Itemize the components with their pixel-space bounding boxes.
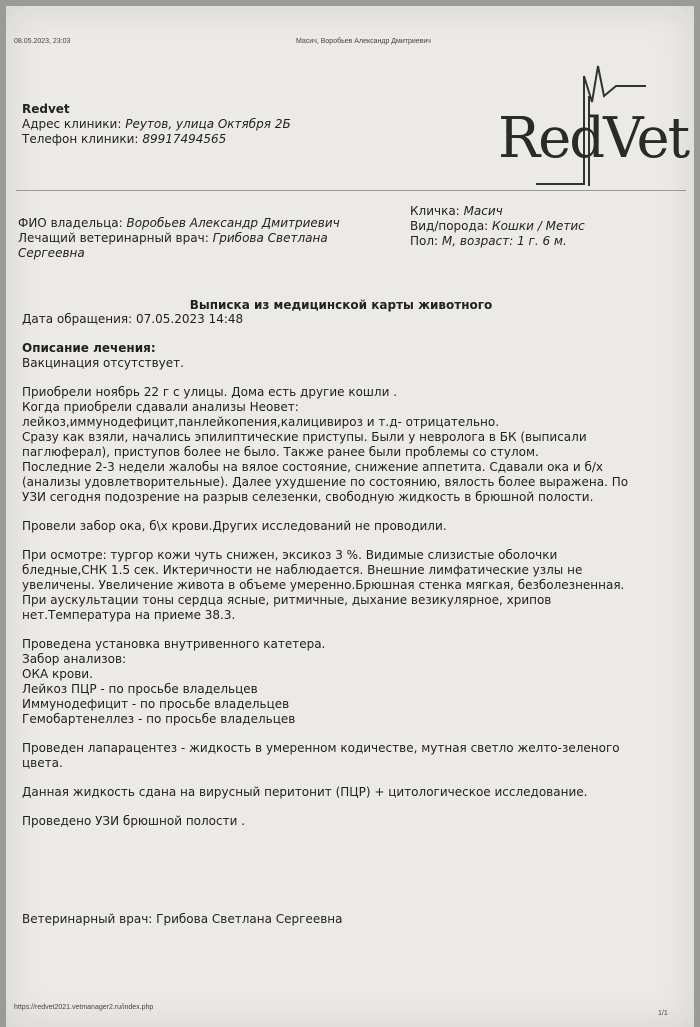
clinic-phone xyxy=(22,132,291,147)
redvet-logo xyxy=(476,56,689,196)
paragraph-gap xyxy=(22,771,677,785)
pet-name-label: Кличка: xyxy=(410,204,460,218)
paragraph-gap xyxy=(22,371,677,385)
clinic-address xyxy=(22,117,291,132)
text-line: Приобрели ноябрь 22 г с улицы. Дома есть другие кошли . xyxy=(22,385,398,399)
text-line: Провели забор ока, б\х крови.Других исследований не проводили. xyxy=(22,519,447,533)
text-line: При осмотре: тургор кожи чуть снижен, эксикоз 3 %. Видимые слизистые оболочки xyxy=(22,548,558,562)
text-line: ОКА крови. xyxy=(22,667,93,681)
treatment-description xyxy=(22,356,677,829)
print-date: 08.05.2023, 23:03 xyxy=(14,38,71,45)
pet-name-row xyxy=(410,204,585,219)
text-line: цвета. xyxy=(22,756,63,770)
pet-name: Масич xyxy=(463,204,503,218)
owner-info xyxy=(18,216,388,261)
text-line: Иммунодефицит - по просьбе владельцев xyxy=(22,697,290,711)
visit-date-value: 07.05.2023 14:48 xyxy=(136,312,244,326)
document-body xyxy=(22,312,677,829)
pet-species-label: Вид/порода: xyxy=(410,219,489,233)
visit-date xyxy=(22,312,677,327)
doctor-name: Грибова Светлана Сергеевна xyxy=(18,231,328,260)
doctor-label: Лечащий ветеринарный врач: xyxy=(18,231,209,245)
text-line: нет.Температура на приеме 38.3. xyxy=(22,608,236,622)
clinic-info xyxy=(22,102,291,147)
signature xyxy=(22,912,342,926)
text-line: Сразу как взяли, начались эпилиптические приступы. Были у невролога в БК (выписали xyxy=(22,430,587,444)
text-line: Когда приобрели сдавали анализы Неовет: xyxy=(22,400,299,414)
paragraph-gap xyxy=(22,800,677,814)
text-line: паглюферал), приступов более не было. Также ранее были проблемы со стулом. xyxy=(22,445,539,459)
paragraph-gap xyxy=(22,505,677,519)
text-line: УЗИ сегодня подозрение на разрыв селезенки, свободную жидкость в брюшной полости. xyxy=(22,490,594,504)
text-line: увеличены. Увеличение живота в объеме умеренно.Брюшная стенка мягкая, безболезненная. xyxy=(22,578,625,592)
footer-url: https://redvet2021.vetmanager2.ru/index.php xyxy=(14,1004,154,1011)
text-line: Забор анализов: xyxy=(22,652,127,666)
text-line: Проведено УЗИ брюшной полости . xyxy=(22,814,246,828)
address-label: Адрес клиники: xyxy=(22,117,122,131)
footer-page-number: 1/1 xyxy=(658,1010,668,1017)
pet-sex-age-row xyxy=(410,234,585,249)
text-line: Лейкоз ПЦР - по просьбе владельцев xyxy=(22,682,258,696)
text-line: При аускультации тоны сердца ясные, ритмичные, дыхание везикулярное, хрипов xyxy=(22,593,552,607)
pet-info xyxy=(410,204,585,249)
text-line: Гемобартенеллез - по просьбе владельцев xyxy=(22,712,296,726)
owner-label: ФИО владельца: xyxy=(18,216,123,230)
text-line: (анализы удовлетворительные). Далее ухудшение по состоянию, вялость более выражена. По xyxy=(22,475,629,489)
pet-sex-label: Пол: xyxy=(410,234,439,248)
phone-label: Телефон клиники: xyxy=(22,132,139,146)
logo-text: RedVet xyxy=(498,106,689,171)
address-value: Реутов, улица Октября 2Б xyxy=(125,117,291,131)
section-heading: Описание лечения: xyxy=(22,341,156,355)
pet-sex-age: М, возраст: 1 г. 6 м. xyxy=(441,234,567,248)
text-line: бледные,СНК 1.5 сек. Иктеричности не наблюдается. Внешние лимфатические узлы не xyxy=(22,563,583,577)
signature-name: Грибова Светлана Сергеевна xyxy=(156,912,343,926)
header-divider xyxy=(16,190,686,191)
clinic-name: Redvet xyxy=(22,102,70,116)
paragraph-gap xyxy=(22,623,677,637)
phone-value: 89917494565 xyxy=(142,132,227,146)
document-title: Выписка из медицинской карты животного xyxy=(189,298,493,312)
owner-row xyxy=(18,216,388,231)
paragraph-gap xyxy=(22,727,677,741)
owner-name: Воробьев Александр Дмитриевич xyxy=(126,216,340,230)
doctor-row xyxy=(18,231,388,261)
paragraph-gap xyxy=(22,534,677,548)
document-page xyxy=(6,6,694,1027)
text-line: Вакцинация отсутствует. xyxy=(22,356,184,370)
text-line: Данная жидкость сдана на вирусный перитонит (ПЦР) + цитологическое исследование. xyxy=(22,785,588,799)
print-title: Масич, Воробьев Александр Дмитриевич xyxy=(296,38,431,45)
pet-species-row xyxy=(410,219,585,234)
signature-label: Ветеринарный врач: xyxy=(22,912,153,926)
text-line: Проведена установка внутривенного катетера. xyxy=(22,637,326,651)
visit-date-label: Дата обращения: xyxy=(22,312,133,326)
text-line: Проведен лапарацентез - жидкость в умеренном кодичестве, мутная светло желто-зеленого xyxy=(22,741,620,755)
text-line: лейкоз,иммунодефицит,панлейкопения,калицивироз и т.д- отрицательно. xyxy=(22,415,500,429)
pet-species: Кошки / Метис xyxy=(492,219,585,233)
text-line: Последние 2-3 недели жалобы на вялое состояние, снижение аппетита. Сдавали ока и б/х xyxy=(22,460,604,474)
